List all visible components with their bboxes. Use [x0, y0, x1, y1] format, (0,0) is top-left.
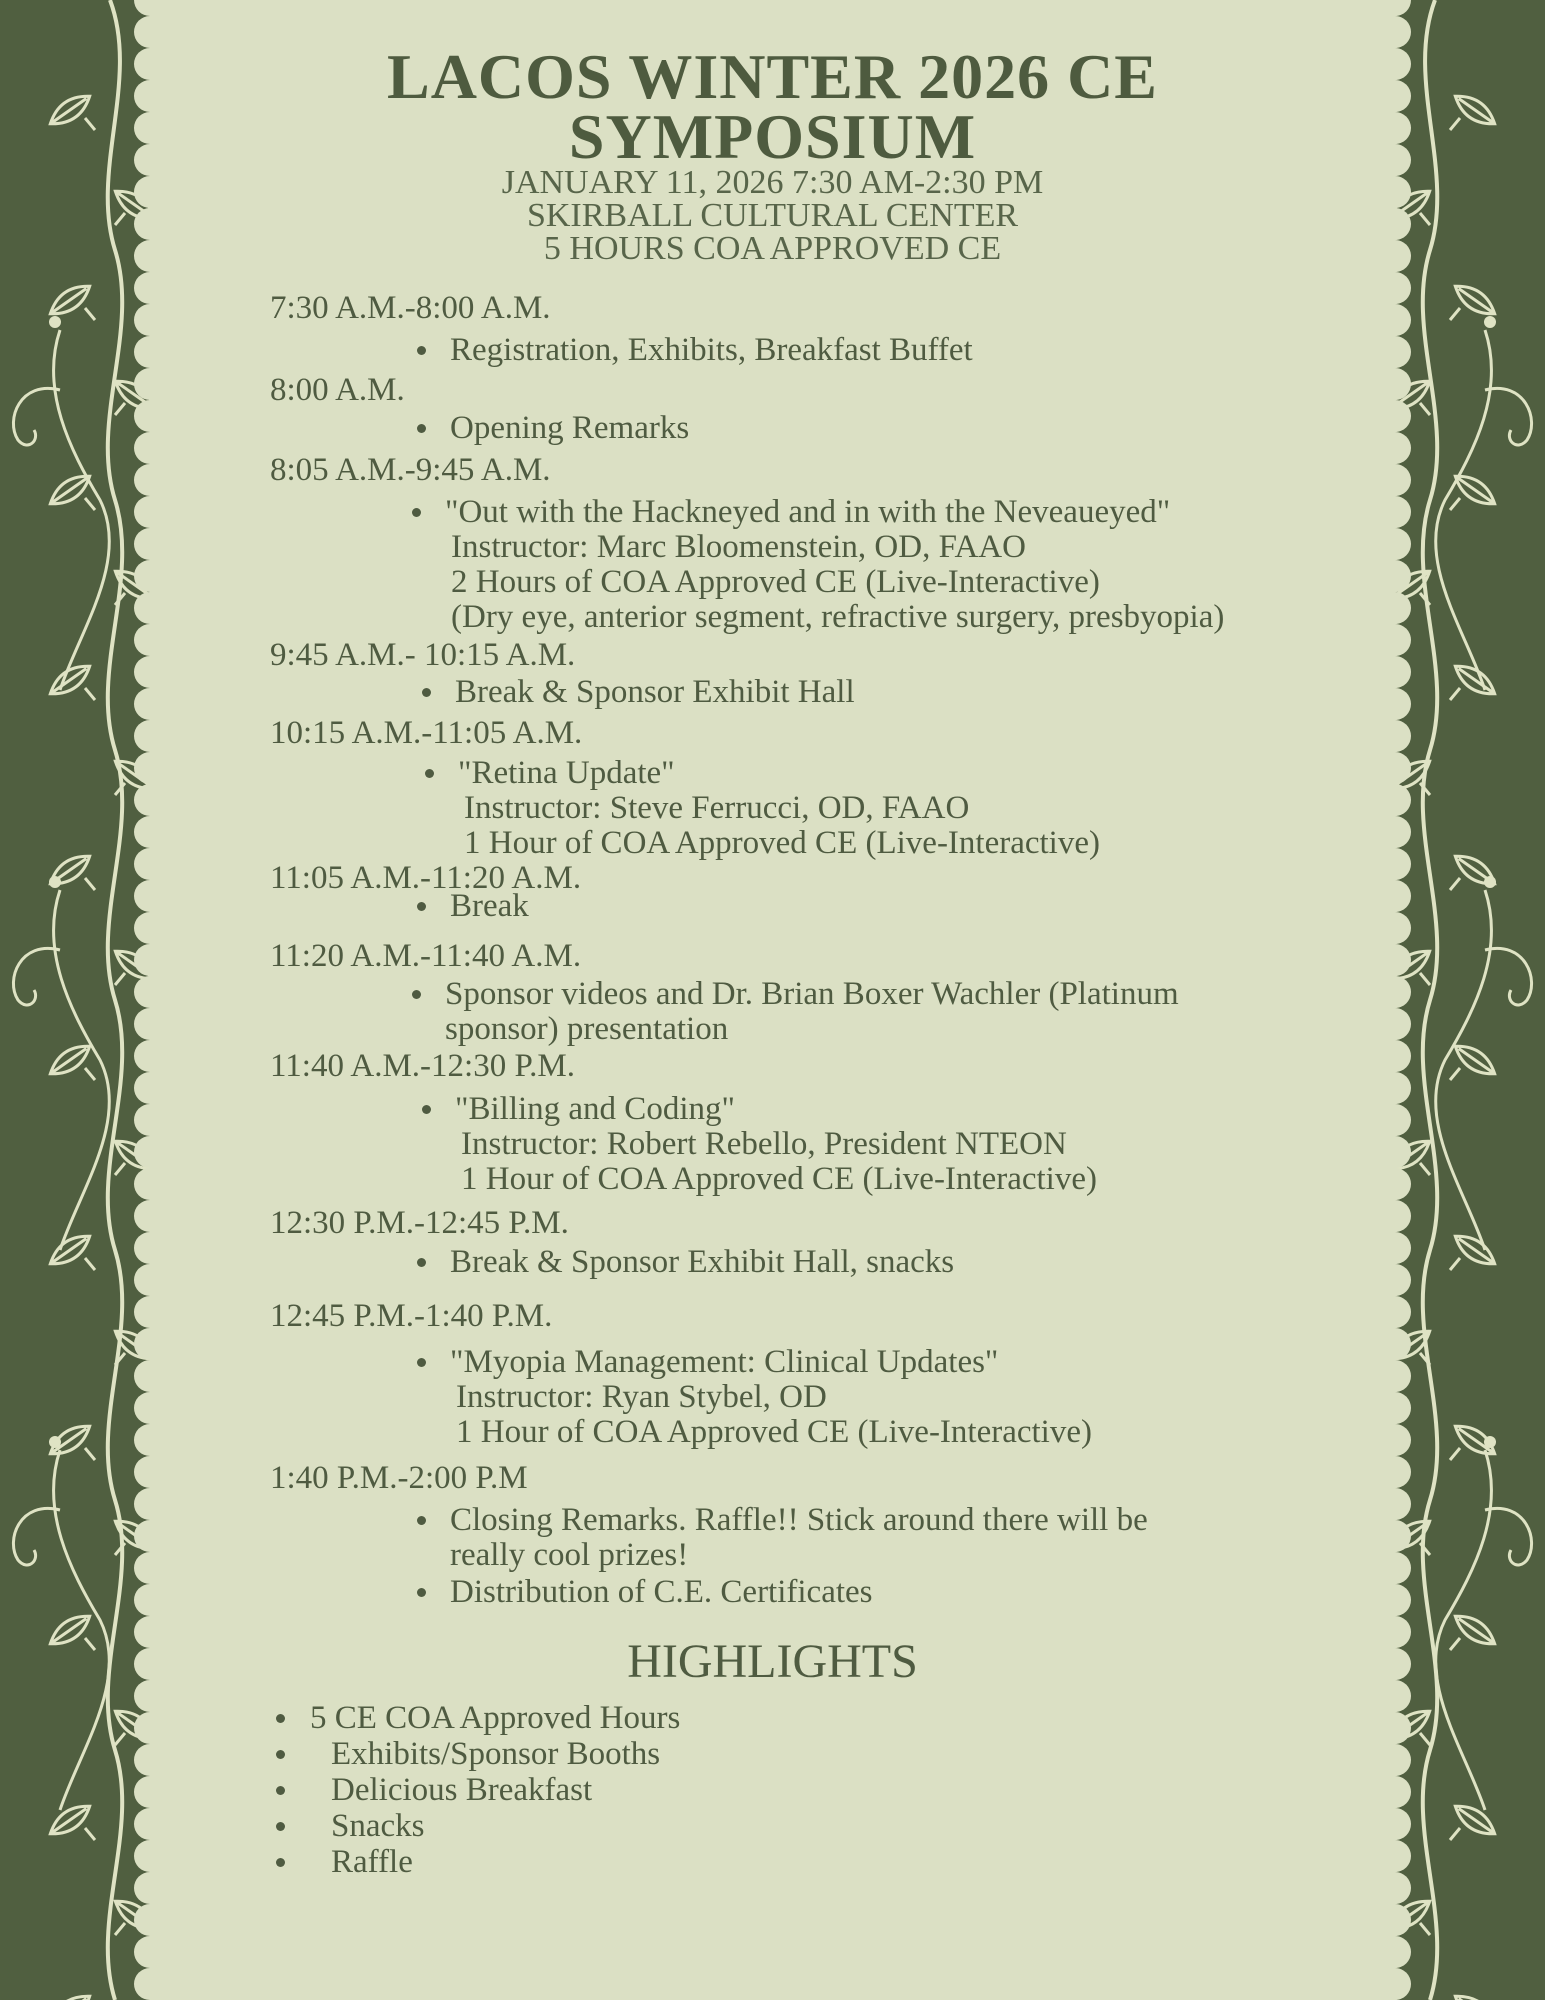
- schedule-item-line: 1 Hour of COA Approved CE (Live-Interactive): [464, 825, 1100, 861]
- bullet-point: [276, 1714, 285, 1723]
- schedule-item-line: (Dry eye, anterior segment, refractive surgery, presbyopia): [451, 599, 1225, 635]
- event-venue: SKIRBALL CULTURAL CENTER: [526, 197, 1019, 234]
- bullet-point: [276, 1822, 285, 1831]
- bullet-point: [417, 424, 426, 433]
- event-date-time: JANUARY 11, 2026 7:30 AM-2:30 PM: [501, 164, 1044, 201]
- schedule-time: 11:05 A.M.-11:20 A.M.: [270, 860, 582, 896]
- schedule-item-line: Break: [450, 888, 529, 924]
- event-title-line2: SYMPOSIUM: [568, 101, 977, 172]
- bullet-point: [276, 1858, 285, 1867]
- schedule-time: 11:20 A.M.-11:40 A.M.: [270, 938, 582, 974]
- schedule-item-line: Instructor: Robert Rebello, President NTEON: [461, 1126, 1067, 1162]
- schedule-item-line: "Out with the Hackneyed and in with the Neveaueyed": [445, 494, 1171, 530]
- schedule-item-line: Instructor: Steve Ferrucci, OD, FAAO: [464, 790, 970, 826]
- bullet-point: [422, 1105, 431, 1114]
- schedule-item-line: "Myopia Management: Clinical Updates": [450, 1344, 999, 1380]
- schedule-item-line: Opening Remarks: [450, 410, 690, 446]
- bullet-point: [417, 1588, 426, 1597]
- bullet-point: [412, 508, 421, 517]
- schedule-item-line: Closing Remarks. Raffle!! Stick around there will be: [450, 1502, 1148, 1538]
- schedule-time: 12:30 P.M.-12:45 P.M.: [270, 1205, 569, 1241]
- bullet-point: [417, 1358, 426, 1367]
- schedule-time: 12:45 P.M.-1:40 P.M.: [270, 1298, 553, 1334]
- schedule-item-line: Instructor: Ryan Stybel, OD: [456, 1379, 827, 1415]
- schedule-time: 1:40 P.M.-2:00 P.M: [270, 1460, 528, 1496]
- event-title-line1: LACOS WINTER 2026 CE: [387, 41, 1158, 112]
- schedule-item-line: Distribution of C.E. Certificates: [450, 1574, 873, 1610]
- bullet-point: [417, 1258, 426, 1267]
- bullet-point: [422, 688, 431, 697]
- schedule-time: 10:15 A.M.-11:05 A.M.: [270, 715, 583, 751]
- bullet-point: [412, 990, 421, 999]
- schedule-time: 8:05 A.M.-9:45 A.M.: [270, 452, 551, 488]
- highlight-item: 5 CE COA Approved Hours: [310, 1700, 681, 1736]
- schedule-item-line: Registration, Exhibits, Breakfast Buffet: [450, 332, 973, 368]
- highlight-item: Delicious Breakfast: [331, 1772, 593, 1808]
- schedule-item-line: Sponsor videos and Dr. Brian Boxer Wachler (Platinum: [445, 976, 1179, 1012]
- bullet-point: [417, 902, 426, 911]
- highlight-item: Raffle: [331, 1844, 413, 1880]
- bullet-point: [425, 769, 434, 778]
- schedule-time: 9:45 A.M.- 10:15 A.M.: [270, 637, 576, 673]
- highlight-item: Snacks: [331, 1808, 425, 1844]
- schedule-item-line: Instructor: Marc Bloomenstein, OD, FAAO: [451, 529, 1026, 565]
- schedule-item-line: 1 Hour of COA Approved CE (Live-Interactive): [456, 1414, 1092, 1450]
- schedule-item-line: sponsor) presentation: [445, 1011, 729, 1047]
- schedule-item-line: really cool prizes!: [450, 1537, 689, 1573]
- highlights-title: HIGHLIGHTS: [627, 1635, 918, 1688]
- schedule-item-line: Break & Sponsor Exhibit Hall: [455, 674, 855, 710]
- schedule-item-line: Break & Sponsor Exhibit Hall, snacks: [450, 1244, 955, 1280]
- bullet-point: [276, 1786, 285, 1795]
- schedule-item-line: "Billing and Coding": [455, 1091, 735, 1127]
- schedule-time: 11:40 A.M.-12:30 P.M.: [270, 1048, 575, 1084]
- schedule-time: 7:30 A.M.-8:00 A.M.: [270, 290, 551, 326]
- highlight-item: Exhibits/Sponsor Booths: [331, 1736, 661, 1772]
- event-credit-hours: 5 HOURS COA APPROVED CE: [543, 230, 1002, 267]
- schedule-item-line: 2 Hours of COA Approved CE (Live-Interactive): [451, 564, 1100, 600]
- bullet-point: [276, 1750, 285, 1759]
- schedule-item-line: 1 Hour of COA Approved CE (Live-Interactive): [461, 1161, 1097, 1197]
- bullet-point: [417, 1516, 426, 1525]
- schedule-time: 8:00 A.M.: [270, 372, 405, 408]
- schedule-item-line: "Retina Update": [458, 755, 675, 791]
- bullet-point: [417, 346, 426, 355]
